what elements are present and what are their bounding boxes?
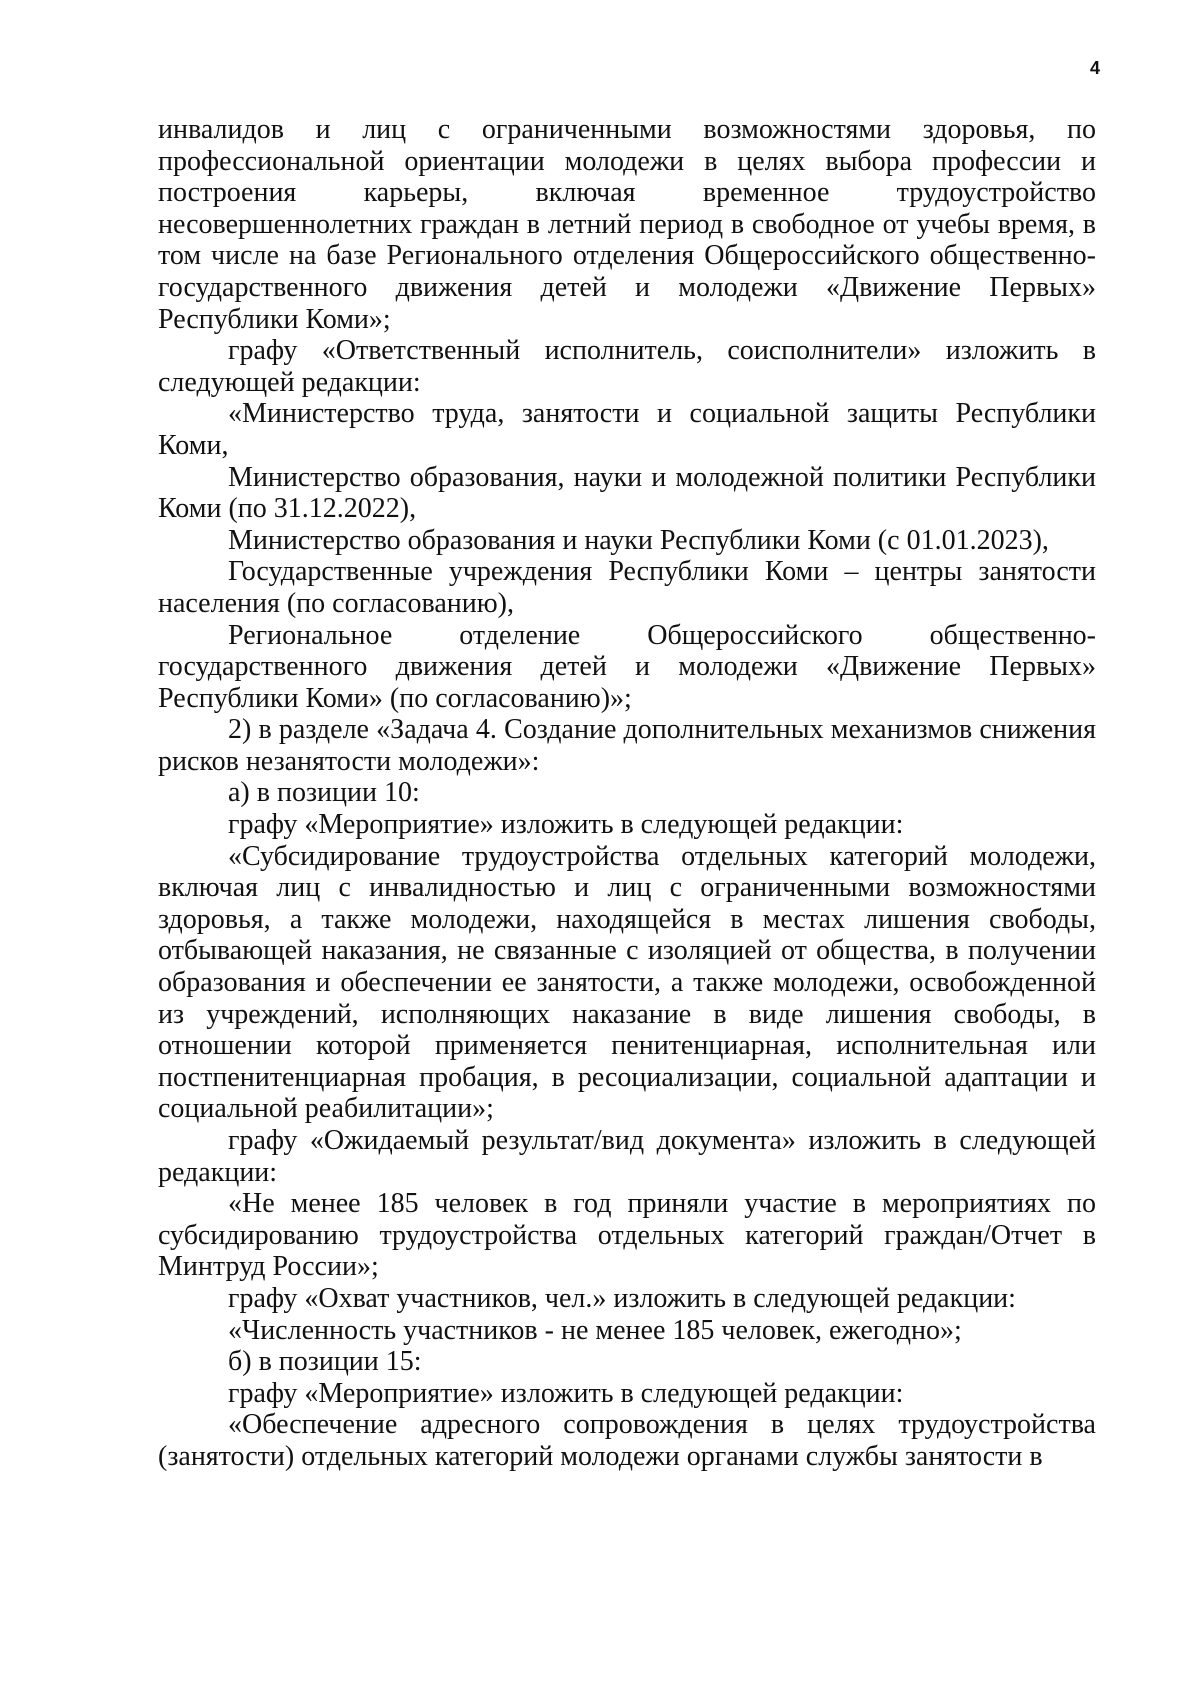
paragraph: графу «Мероприятие» изложить в следующей редакции: [228,1377,904,1409]
paragraph: «Субсидирование трудоустройства отдельных категорий молодежи, включая лиц с инвалидностью и лиц с ограниченными возможностями здоровья, а также молодежи, находящейся в местах лишения свободы, отбывающей наказания, не связанные с изоляцией от общества, в получении образования и обеспечении ее занятости, а также молодежи, освобожденной из учреждений, исполняющих наказание в виде лишения свободы, в отношении которой применяется пенитенциарная, исполнительная или постпенитенциарная пробация, в ресоциализации, социальной адаптации и социальной реабилитации»; [158,840,1096,1125]
paragraph: «Численность участников - не менее 185 человек, ежегодно»; [228,1314,962,1346]
paragraph: Министерство образования и науки Республики Коми (с 01.01.2023), [228,524,1049,556]
paragraph: Региональное отделение Общероссийского общественно-государственного движения детей и молодежи «Движение Первых» Республики Коми» (по согласованию)»; [158,619,1096,714]
paragraph: графу «Мероприятие» изложить в следующей редакции: [228,809,904,841]
paragraph: б) в позиции 15: [228,1346,422,1378]
paragraph: «Обеспечение адресного сопровождения в целях трудоустройства (занятости) отдельных категорий молодежи органами службы занятости в [158,1409,1096,1472]
paragraph: Министерство образования, науки и молодежной политики Республики Коми (по 31.12.2022), [158,461,1096,525]
paragraph: графу «Охват участников, чел.» изложить в следующей редакции: [228,1282,1016,1314]
paragraph: инвалидов и лиц с ограниченными возможностями здоровья, по профессиональной ориентации молодежи в целях выбора профессии и построения карьеры, включая временное трудоустройство несовершеннолетних граждан в летний период в свободное от учебы время, в том числе на базе Регионального отделения Общероссийского общественно-государственного движения детей и молодежи «Движение Первых» Республики Коми»; [158,114,1096,335]
paragraph: «Министерство труда, занятости и социальной защиты Республики Коми, [158,398,1096,461]
document-body [158,114,1096,1473]
paragraph: Государственные учреждения Республики Коми – центры занятости населения (по согласованию), [158,556,1096,619]
paragraph: графу «Ожидаемый результат/вид документа» изложить в следующей редакции: [158,1125,1096,1188]
page-number: 4 [1089,58,1100,78]
paragraph: «Не менее 185 человек в год приняли участие в мероприятиях по субсидированию трудоустройства отдельных категорий граждан/Отчет в Минтруд России»; [158,1188,1096,1283]
paragraph: а) в позиции 10: [228,777,420,809]
paragraph: 2) в разделе «Задача 4. Создание дополнительных механизмов снижения рисков незанятости молодежи»: [158,714,1096,777]
paragraph: графу «Ответственный исполнитель, соисполнители» изложить в следующей редакции: [158,335,1096,398]
